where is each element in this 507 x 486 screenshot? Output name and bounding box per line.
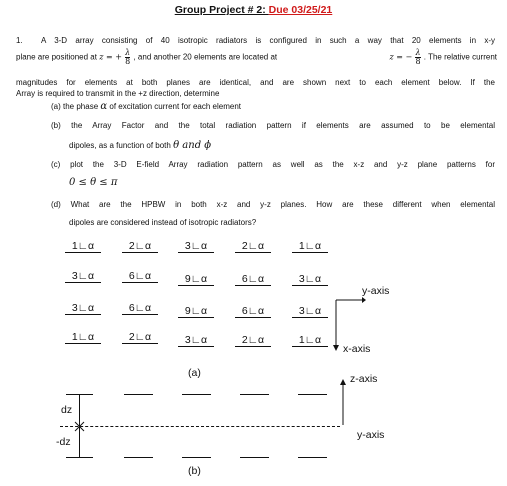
- element-r2-c2: 6∟α: [122, 270, 158, 283]
- z-axis-arrow-icon: [340, 379, 346, 385]
- element-r3-c2: 6∟α: [122, 302, 158, 315]
- part-d-line-2: dipoles are considered instead of isotropic radiators?: [69, 218, 257, 227]
- caption-a: (a): [188, 367, 201, 379]
- part-b-line-2: dipoles, as a function of both θ and ϕ: [69, 140, 212, 151]
- element-r4-c2: 2∟α: [122, 331, 158, 344]
- problem-line-3: magnitudes for elements at both planes are identical, and are shown next to each element below. If the: [16, 78, 495, 87]
- page-title: [0, 4, 507, 16]
- element-r1-c1: 1∟α: [65, 240, 101, 253]
- element-r4-c3: 3∟α: [178, 334, 214, 347]
- lambda-over-8-neg: $\frac{\lambda}{8}$: [415, 48, 421, 66]
- element-r2-c5: 3∟α: [292, 273, 328, 286]
- line2-a: plane are positioned at: [16, 52, 97, 62]
- caption-b: (b): [188, 465, 201, 477]
- line2-c: . The relative current: [423, 52, 497, 62]
- x-axis-arrow-icon: [333, 345, 339, 351]
- problem-line-4: Array is required to transmit in the +z direction, determine: [16, 89, 220, 98]
- element-r3-c5: 3∟α: [292, 305, 328, 318]
- title-text: Group Project # 2:: [174, 4, 269, 16]
- z-axis-label-b: z-axis: [350, 373, 378, 385]
- lambda-over-8: $\frac{\lambda}{8}$: [125, 48, 131, 66]
- element-r4-c4: 2∟α: [235, 334, 271, 347]
- element-r3-c3: 9∟α: [178, 305, 214, 318]
- element-r3-c1: 3∟α: [65, 302, 101, 315]
- neg-dz-label: -dz: [56, 436, 71, 448]
- center-cross-icon: [74, 421, 85, 432]
- element-r3-c4: 6∟α: [235, 305, 271, 318]
- element-r2-c1: 3∟α: [65, 270, 101, 283]
- element-r4-c1: 1∟α: [65, 331, 101, 344]
- z-negative: z = −: [389, 52, 413, 62]
- part-a: (a) the phase α of excitation current for each element: [51, 101, 241, 112]
- part-c-range: 0 ≤ θ ≤ π: [69, 177, 118, 188]
- y-axis-label-a: y-axis: [362, 285, 390, 297]
- element-r1-c4: 2∟α: [235, 240, 271, 253]
- element-r2-c3: 9∟α: [178, 273, 214, 286]
- part-d-line-1: (d) What are the HPBW in both x-z and y-z planes. How are these different when elemental: [51, 200, 495, 209]
- element-r4-c5: 1∟α: [292, 334, 328, 347]
- problem-number: 1.: [16, 36, 23, 45]
- dz-label: dz: [61, 404, 73, 416]
- element-r1-c2: 2∟α: [122, 240, 158, 253]
- element-r1-c5: 1∟α: [292, 240, 328, 253]
- element-r1-c3: 3∟α: [178, 240, 214, 253]
- y-axis-label-b: y-axis: [357, 429, 385, 441]
- x-axis-label-a: x-axis: [343, 343, 371, 355]
- due-date: Due 03/25/21: [268, 4, 333, 16]
- line2-b: , and another 20 elements are located at: [133, 52, 278, 62]
- problem-line-1: A 3-D array consisting of 40 isotropic radiators is configured in such a way that 20 elements in x-y: [41, 36, 495, 45]
- part-c-line-1: (c) plot the 3-D E-field Array radiation pattern as well as the x-z and y-z plane patterns for: [51, 160, 495, 169]
- problem-line-2: [16, 49, 497, 66]
- part-b-line-1: (b) the Array Factor and the total radiation pattern if elements are assumed to be elemental: [51, 121, 495, 130]
- element-r2-c4: 6∟α: [235, 273, 271, 286]
- center-dashed-line: [60, 426, 340, 427]
- z-positive: z = +: [99, 52, 122, 62]
- y-axis-arrow-icon: [362, 297, 366, 303]
